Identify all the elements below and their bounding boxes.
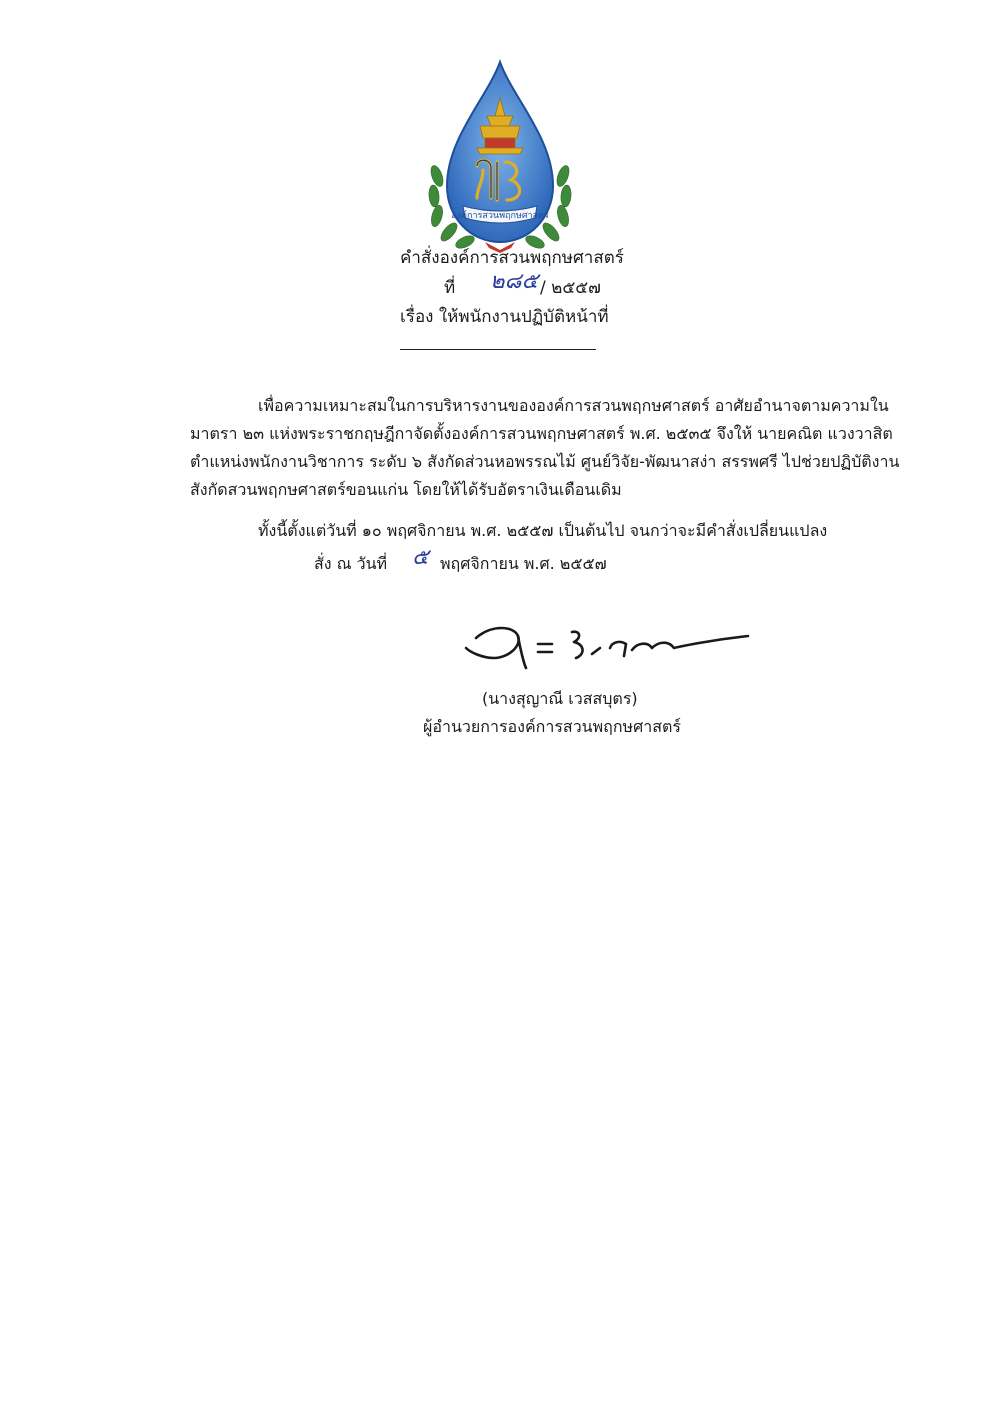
order-date-prefix: สั่ง ณ วันที่ xyxy=(314,554,388,573)
order-date-day-handwritten: ๕ xyxy=(412,545,429,570)
order-subject: เรื่อง ให้พนักงานปฏิบัติหน้าที่ xyxy=(400,307,609,327)
body-line-1: เพื่อความเหมาะสมในการบริหารงานขององค์การสวนพฤกษศาสตร์ อาศัยอำนาจตามความใน xyxy=(258,396,889,415)
effective-date-line: ทั้งนี้ตั้งแต่วันที่ ๑๐ พฤศจิกายน พ.ศ. ๒๕๕๗ เป็นต้นไป จนกว่าจะมีคำสั่งเปลี่ยนแปลง xyxy=(258,521,828,540)
body-line-3: ตำแหน่งพนักงานวิชาการ ระดับ ๖ สังกัดส่วนหอพรรณไม้ ศูนย์วิจัย-พัฒนาสง่า สรรพศรี ไปช่วยปฏิบัติงาน xyxy=(190,452,900,471)
body-line-4: สังกัดสวนพฤกษศาสตร์ขอนแก่น โดยให้ได้รับอัตราเงินเดือนเดิม xyxy=(190,480,622,499)
signatory-position: ผู้อำนวยการองค์การสวนพฤกษศาสตร์ xyxy=(423,717,681,736)
signatory-name: (นางสุญาณี เวสสบุตร) xyxy=(482,689,638,708)
body-line-2: มาตรา ๒๓ แห่งพระราชกฤษฎีกาจัดตั้งองค์การสวนพฤกษศาสตร์ พ.ศ. ๒๕๓๕ จึงให้ นายคณิต แวงวาสิต xyxy=(190,424,893,443)
signature-icon xyxy=(462,618,752,672)
order-date-suffix: พฤศจิกายน พ.ศ. ๒๕๕๗ xyxy=(440,554,607,573)
header-divider xyxy=(400,349,596,350)
order-number-year: / ๒๕๕๗ xyxy=(540,278,601,298)
seal-text: องค์การสวนพฤกษศาสตร์ xyxy=(451,211,549,221)
order-title: คำสั่งองค์การสวนพฤกษศาสตร์ xyxy=(400,248,624,268)
order-number-handwritten: ๒๘๕ xyxy=(490,269,539,294)
botanical-garden-seal-icon xyxy=(425,58,575,253)
order-number-label: ที่ xyxy=(444,278,456,298)
